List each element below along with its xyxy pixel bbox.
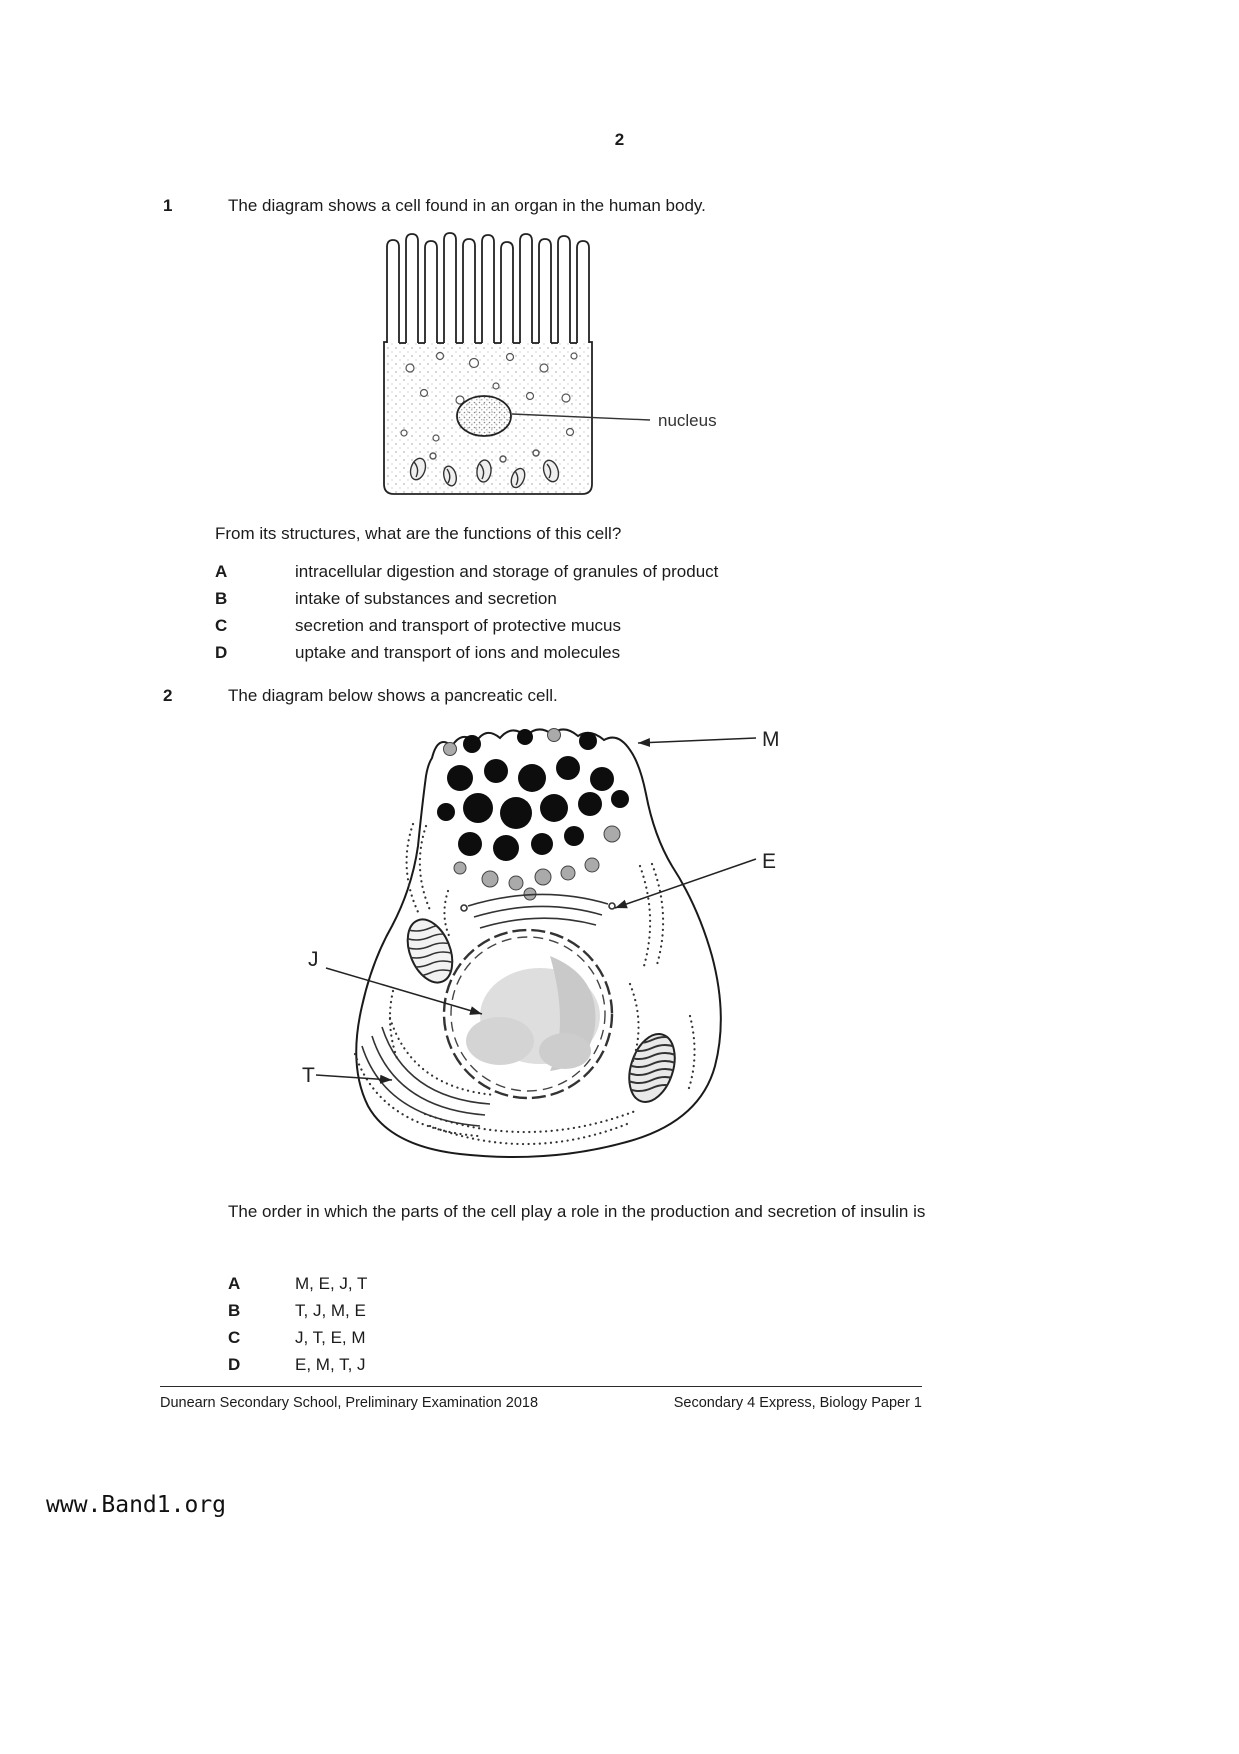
- label-M: [638, 728, 780, 751]
- footer-school: Dunearn Secondary School, Preliminary Examination 2018: [160, 1395, 539, 1411]
- q1-option-b: [215, 589, 718, 609]
- option-text: T, J, M, E: [295, 1301, 366, 1320]
- svg-text:M: M: [762, 728, 780, 751]
- option-text: M, E, J, T: [295, 1274, 368, 1293]
- nucleus: [457, 396, 511, 436]
- q2-option-a: [228, 1274, 367, 1294]
- q2-pancreatic-cell-diagram: [300, 716, 800, 1194]
- option-letter: C: [228, 1328, 241, 1347]
- svg-text:T: T: [302, 1064, 315, 1087]
- option-text: E, M, T, J: [295, 1355, 366, 1374]
- q2-option-b: [228, 1301, 367, 1321]
- q2-option-d: [228, 1355, 367, 1375]
- option-text: uptake and transport of ions and molecules: [295, 643, 621, 662]
- option-letter: B: [228, 1301, 241, 1320]
- q2-question: The order in which the parts of the cell play a role in the production and secretion of insulin is: [228, 1202, 926, 1221]
- q1-option-a: [215, 562, 718, 582]
- svg-text:E: E: [762, 850, 777, 873]
- q2-stem: The diagram below shows a pancreatic cell.: [228, 686, 558, 705]
- option-text: J, T, E, M: [295, 1328, 366, 1347]
- arrow-M: [638, 738, 756, 743]
- q2-options: [228, 1274, 367, 1382]
- page-footer: [160, 1386, 922, 1411]
- q1-question: From its structures, what are the functions of this cell?: [215, 524, 622, 543]
- nucleus: [444, 930, 612, 1098]
- watermark-text: www.Band1.org: [46, 1492, 227, 1518]
- option-letter: D: [228, 1355, 241, 1374]
- option-letter: D: [215, 643, 228, 662]
- q2-option-c: [228, 1328, 367, 1348]
- svg-text:J: J: [308, 948, 319, 971]
- q1-stem: The diagram shows a cell found in an organ in the human body.: [228, 196, 706, 215]
- q1-option-c: [215, 616, 718, 636]
- microvilli: [387, 233, 589, 343]
- q1-cell-diagram: [378, 226, 738, 508]
- q1-options: [215, 562, 718, 670]
- option-letter: A: [215, 562, 228, 581]
- option-letter: B: [215, 589, 228, 608]
- q2-number: 2: [163, 686, 173, 705]
- nucleus-label: nucleus: [658, 411, 717, 430]
- footer-paper: Secondary 4 Express, Biology Paper 1: [673, 1395, 922, 1411]
- q1-option-d: [215, 643, 718, 663]
- option-text: intake of substances and secretion: [295, 589, 557, 608]
- option-text: intracellular digestion and storage of granules of product: [295, 562, 719, 581]
- page-number: 2: [614, 130, 625, 149]
- option-text: secretion and transport of protective mucus: [295, 616, 621, 635]
- option-letter: A: [228, 1274, 241, 1293]
- q1-number: 1: [163, 196, 173, 215]
- option-letter: C: [215, 616, 228, 635]
